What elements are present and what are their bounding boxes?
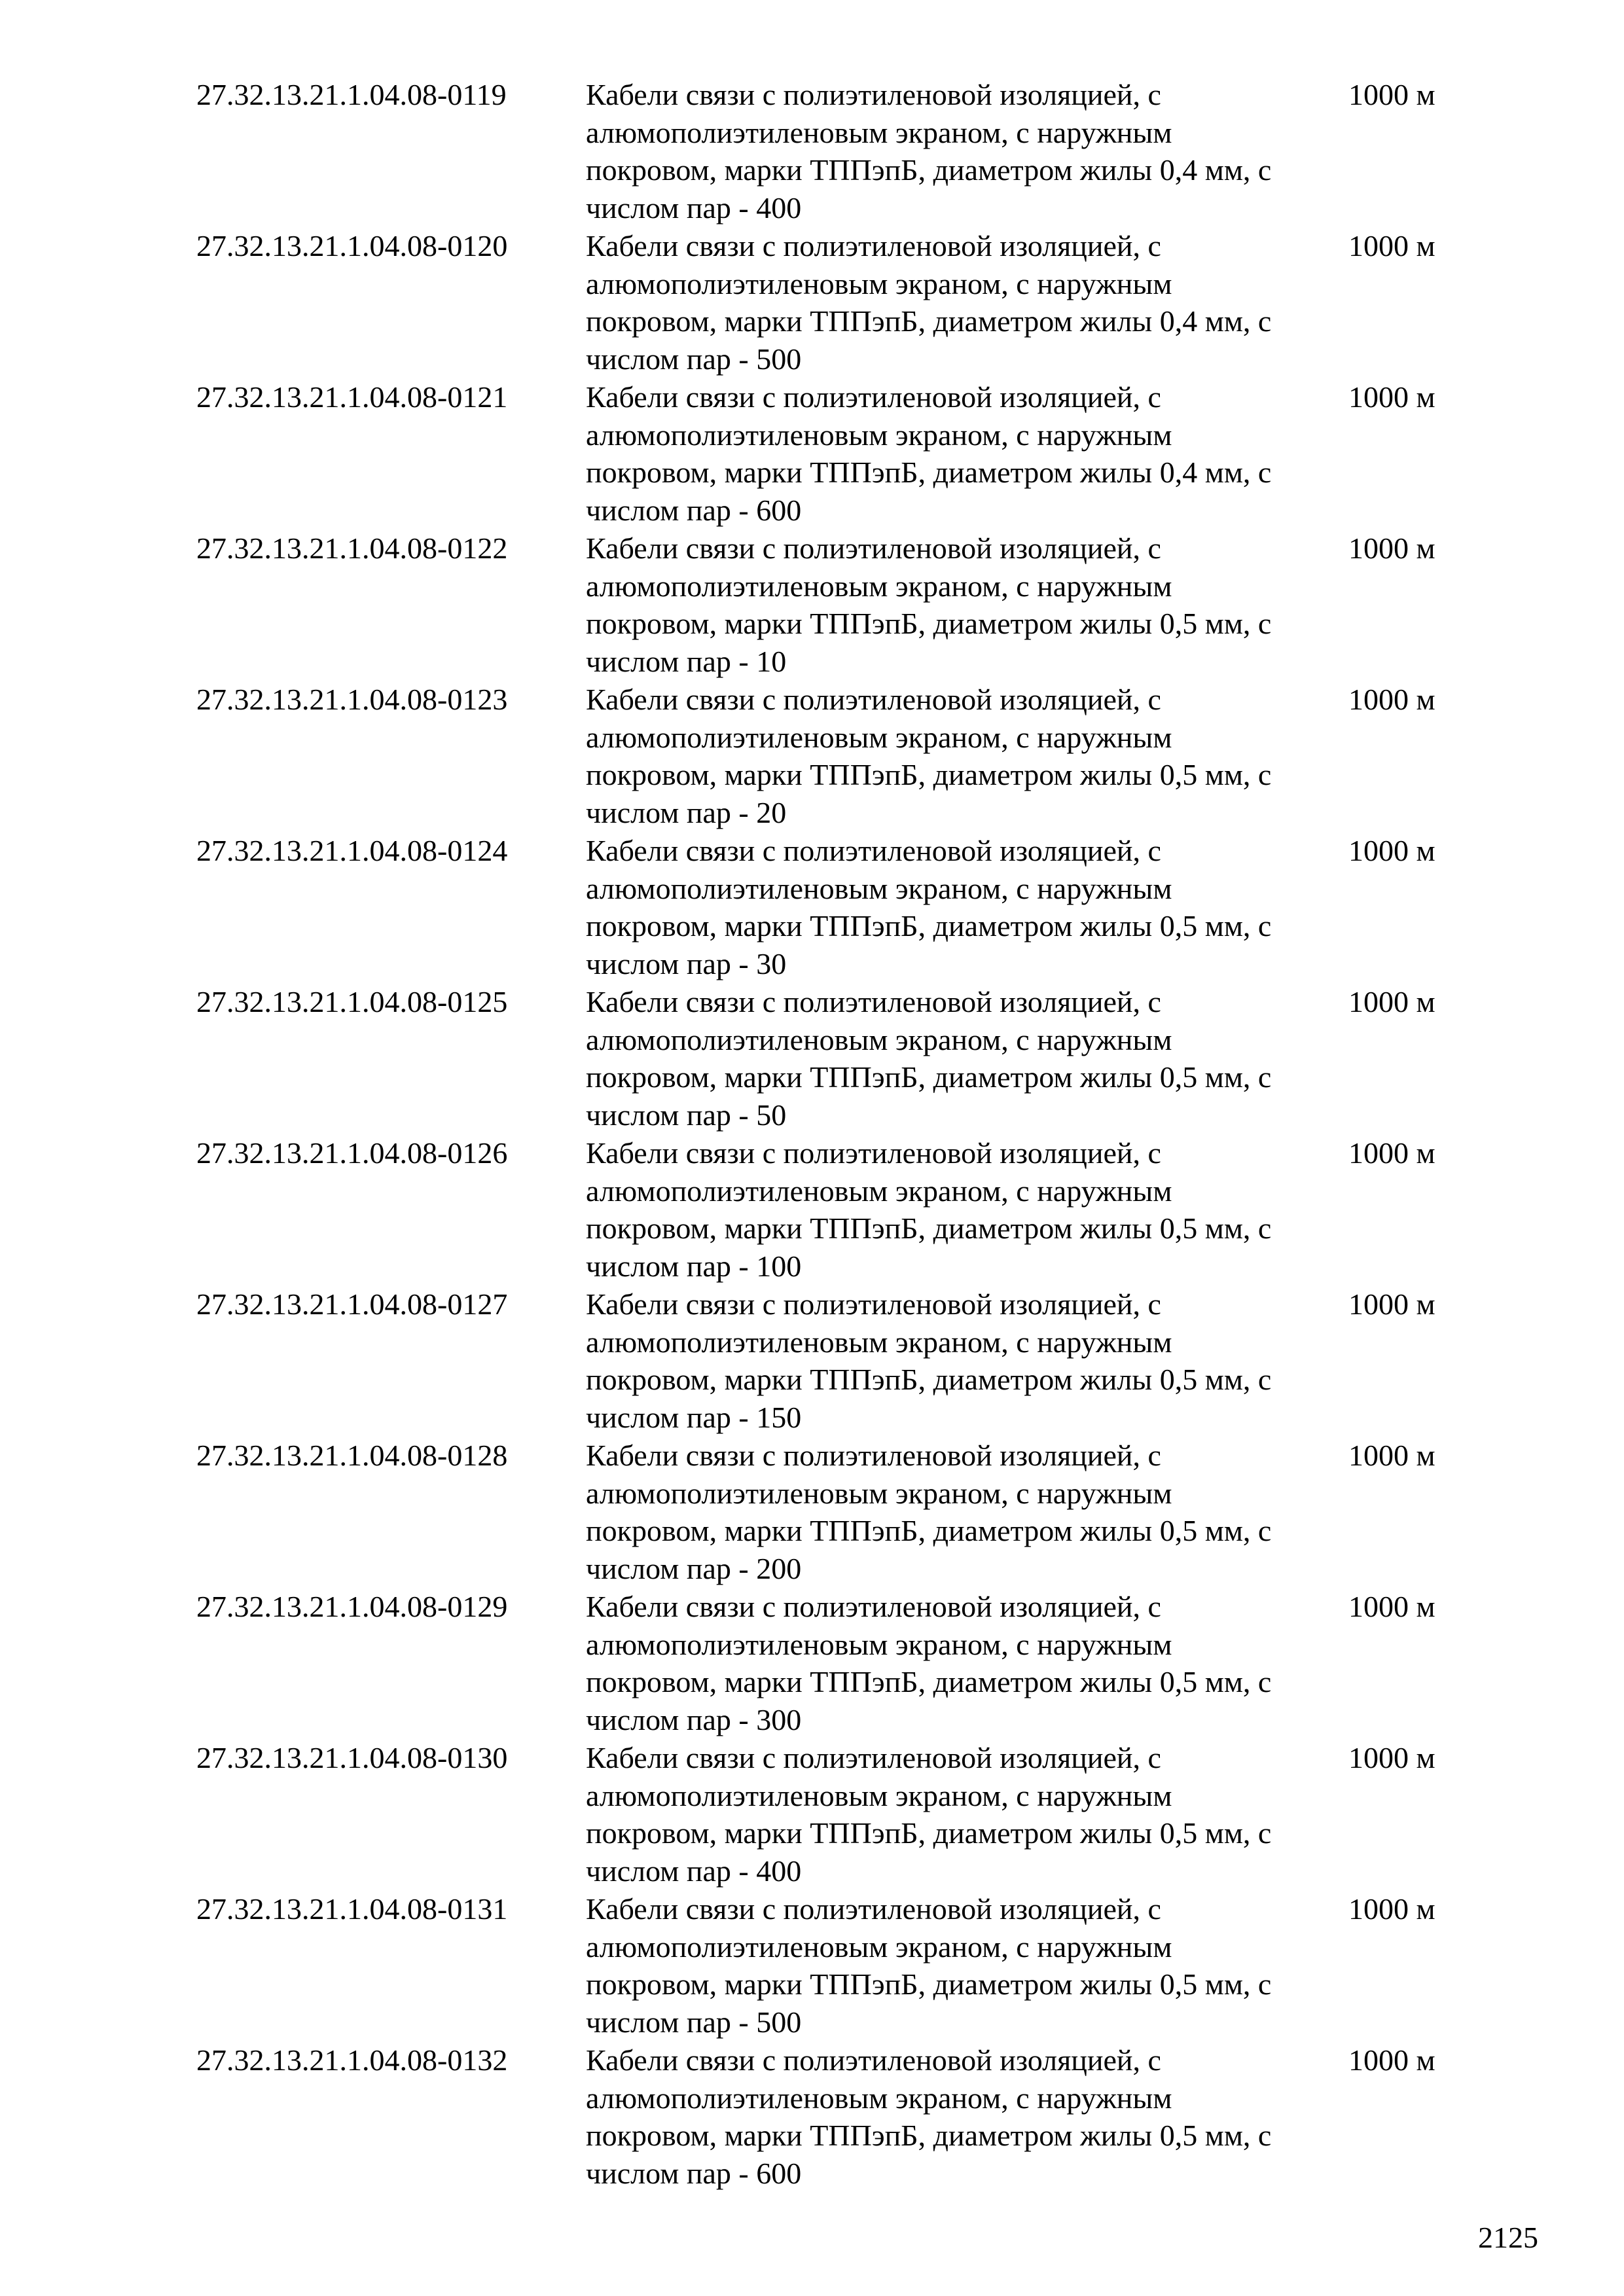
item-code: 27.32.13.21.1.04.08-0124 xyxy=(196,834,508,867)
item-unit: 1000 м xyxy=(1348,1439,1435,1472)
list-item xyxy=(196,1588,1479,1739)
item-description: Кабели связи с полиэтиленовой изоляцией, с алюмополиэтиленовым экраном, с наружным покровом, марки ТППэпБ, диаметром жилы 0,5 мм, с числом пар - 30 xyxy=(586,834,1272,980)
list-item xyxy=(196,2041,1479,2193)
materials-list xyxy=(196,76,1479,2193)
item-unit: 1000 м xyxy=(1348,380,1435,414)
list-item xyxy=(196,378,1479,529)
item-description: Кабели связи с полиэтиленовой изоляцией, с алюмополиэтиленовым экраном, с наружным покровом, марки ТППэпБ, диаметром жилы 0,4 мм, с числом пар - 400 xyxy=(586,78,1272,224)
item-code: 27.32.13.21.1.04.08-0127 xyxy=(196,1287,508,1321)
item-code: 27.32.13.21.1.04.08-0126 xyxy=(196,1136,508,1170)
item-code: 27.32.13.21.1.04.08-0119 xyxy=(196,78,507,111)
item-unit: 1000 м xyxy=(1348,78,1435,111)
list-item xyxy=(196,1890,1479,2041)
item-unit: 1000 м xyxy=(1348,229,1435,262)
item-code: 27.32.13.21.1.04.08-0122 xyxy=(196,531,508,565)
list-item xyxy=(196,1739,1479,1890)
item-unit: 1000 м xyxy=(1348,1892,1435,1926)
list-item xyxy=(196,983,1479,1134)
item-description: Кабели связи с полиэтиленовой изоляцией, с алюмополиэтиленовым экраном, с наружным покровом, марки ТППэпБ, диаметром жилы 0,5 мм, с числом пар - 300 xyxy=(586,1590,1272,1736)
item-description: Кабели связи с полиэтиленовой изоляцией, с алюмополиэтиленовым экраном, с наружным покровом, марки ТППэпБ, диаметром жилы 0,5 мм, с числом пар - 600 xyxy=(586,2043,1272,2190)
list-item xyxy=(196,681,1479,832)
item-code: 27.32.13.21.1.04.08-0131 xyxy=(196,1892,508,1926)
item-unit: 1000 м xyxy=(1348,1590,1435,1623)
list-item xyxy=(196,1134,1479,1285)
item-code: 27.32.13.21.1.04.08-0123 xyxy=(196,683,508,716)
list-item xyxy=(196,1437,1479,1588)
item-unit: 1000 м xyxy=(1348,2043,1435,2077)
list-item xyxy=(196,227,1479,378)
list-item xyxy=(196,832,1479,983)
item-description: Кабели связи с полиэтиленовой изоляцией, с алюмополиэтиленовым экраном, с наружным покровом, марки ТППэпБ, диаметром жилы 0,5 мм, с числом пар - 500 xyxy=(586,1892,1272,2039)
item-description: Кабели связи с полиэтиленовой изоляцией, с алюмополиэтиленовым экраном, с наружным покровом, марки ТППэпБ, диаметром жилы 0,5 мм, с числом пар - 200 xyxy=(586,1439,1272,1585)
item-unit: 1000 м xyxy=(1348,531,1435,565)
item-unit: 1000 м xyxy=(1348,1287,1435,1321)
item-unit: 1000 м xyxy=(1348,985,1435,1018)
item-description: Кабели связи с полиэтиленовой изоляцией, с алюмополиэтиленовым экраном, с наружным покровом, марки ТППэпБ, диаметром жилы 0,5 мм, с числом пар - 20 xyxy=(586,683,1272,829)
item-code: 27.32.13.21.1.04.08-0132 xyxy=(196,2043,508,2077)
list-item xyxy=(196,1285,1479,1437)
item-unit: 1000 м xyxy=(1348,683,1435,716)
item-unit: 1000 м xyxy=(1348,1741,1435,1774)
item-description: Кабели связи с полиэтиленовой изоляцией, с алюмополиэтиленовым экраном, с наружным покровом, марки ТППэпБ, диаметром жилы 0,4 мм, с числом пар - 500 xyxy=(586,229,1272,376)
item-unit: 1000 м xyxy=(1348,1136,1435,1170)
item-unit: 1000 м xyxy=(1348,834,1435,867)
list-item xyxy=(196,76,1479,227)
item-description: Кабели связи с полиэтиленовой изоляцией, с алюмополиэтиленовым экраном, с наружным покровом, марки ТППэпБ, диаметром жилы 0,4 мм, с числом пар - 600 xyxy=(586,380,1272,527)
item-code: 27.32.13.21.1.04.08-0129 xyxy=(196,1590,508,1623)
item-description: Кабели связи с полиэтиленовой изоляцией, с алюмополиэтиленовым экраном, с наружным покровом, марки ТППэпБ, диаметром жилы 0,5 мм, с числом пар - 400 xyxy=(586,1741,1272,1888)
page-number: 2125 xyxy=(1478,2221,1538,2254)
item-code: 27.32.13.21.1.04.08-0121 xyxy=(196,380,508,414)
item-description: Кабели связи с полиэтиленовой изоляцией, с алюмополиэтиленовым экраном, с наружным покровом, марки ТППэпБ, диаметром жилы 0,5 мм, с числом пар - 150 xyxy=(586,1287,1272,1434)
item-description: Кабели связи с полиэтиленовой изоляцией, с алюмополиэтиленовым экраном, с наружным покровом, марки ТППэпБ, диаметром жилы 0,5 мм, с числом пар - 50 xyxy=(586,985,1272,1132)
item-code: 27.32.13.21.1.04.08-0130 xyxy=(196,1741,508,1774)
item-description: Кабели связи с полиэтиленовой изоляцией, с алюмополиэтиленовым экраном, с наружным покровом, марки ТППэпБ, диаметром жилы 0,5 мм, с числом пар - 100 xyxy=(586,1136,1272,1283)
list-item xyxy=(196,529,1479,681)
item-code: 27.32.13.21.1.04.08-0120 xyxy=(196,229,508,262)
item-code: 27.32.13.21.1.04.08-0128 xyxy=(196,1439,508,1472)
item-description: Кабели связи с полиэтиленовой изоляцией, с алюмополиэтиленовым экраном, с наружным покровом, марки ТППэпБ, диаметром жилы 0,5 мм, с числом пар - 10 xyxy=(586,531,1272,678)
item-code: 27.32.13.21.1.04.08-0125 xyxy=(196,985,508,1018)
